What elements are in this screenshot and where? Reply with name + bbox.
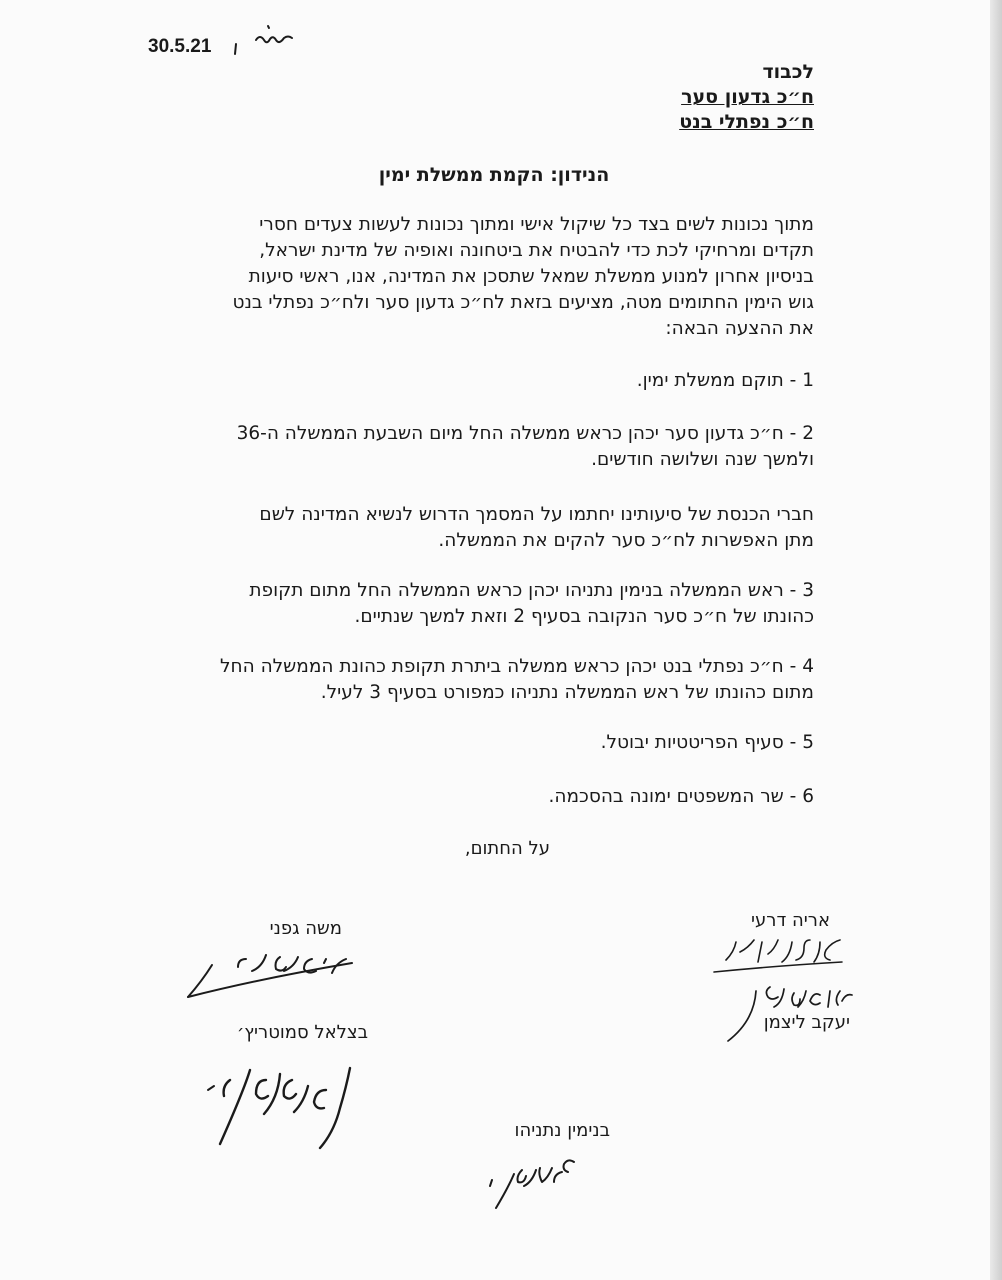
clause-3	[154, 578, 814, 630]
signatory-litzman: יעקב ליצמן	[763, 1012, 850, 1033]
subject-line	[0, 164, 990, 186]
clause-6	[154, 784, 814, 810]
closing-text: על החתום,	[464, 838, 550, 859]
clause-2-note	[154, 502, 814, 554]
addressee-to: לכבוד	[762, 61, 814, 83]
intro-line: בניסיון אחרון למנוע ממשלת שמאל שתסכן את המדינה, אנו, ראשי סיעות	[248, 266, 814, 287]
page-edge-shadow	[990, 0, 1002, 1280]
clause-line: מתן האפשרות לח״כ סער להקים את הממשלה.	[438, 530, 814, 551]
clause-line: חברי הכנסת של סיעותינו יחתמו על המסמך הדרוש לנשיא המדינה לשם	[259, 504, 814, 525]
signature-gafni	[182, 945, 362, 1005]
intro-line: את ההצעה הבאה:	[665, 318, 814, 339]
clause-2	[154, 421, 814, 473]
signatory-deri: אריה דרעי	[751, 910, 830, 931]
subject-text: הנידון: הקמת ממשלת ימין	[378, 164, 610, 186]
clause-line: 2 - ח״כ גדעון סער יכהן כראש ממשלה החל מיום השבעת הממשלה ה-36	[236, 423, 814, 444]
clause-line: מתום כהונתו של ראש הממשלה נתניהו כמפורט בסעיף 3 לעיל.	[320, 682, 814, 703]
letter-date: 30.5.21	[148, 36, 212, 57]
signatory-netanyahu: בנימין נתניהו	[514, 1120, 610, 1141]
clause-5	[154, 730, 814, 756]
signatory-gafni: משה גפני	[269, 918, 342, 939]
addressee-bennett: ח״כ נפתלי בנט	[679, 111, 814, 133]
clause-line: 6 - שר המשפטים ימונה בהסכמה.	[548, 786, 814, 807]
intro-line: תקדים ומרחיקי לכת כדי להבטיח את ביטחונה ואופיה של מדינת ישראל,	[259, 240, 814, 261]
addressee-sa-ar: ח״כ גדעון סער	[681, 86, 814, 108]
clause-line: 3 - ראש הממשלה בנימין נתניהו יכהן כראש הממשלה החל מתום תקופת	[249, 580, 814, 601]
signature-smotrich	[200, 1060, 360, 1155]
clause-line: כהונתו של ח״כ סער הנקובה בסעיף 2 וזאת למשך שנתיים.	[354, 606, 814, 627]
clause-line: ולמשך שנה ושלושה חודשים.	[591, 449, 814, 470]
intro-paragraph	[154, 212, 814, 342]
clause-line: 1 - תוקם ממשלת ימין.	[636, 370, 814, 391]
intro-line: גוש הימין החתומים מטה, מציעים בזאת לח״כ גדעון סער ולח״כ נפתלי בנט	[232, 292, 814, 313]
clause-line: 4 - ח״כ נפתלי בנט יכהן כראש ממשלה ביתרת תקופת כהונת הממשלה החל	[220, 656, 814, 677]
handwritten-date-mark	[228, 22, 308, 62]
signatory-smotrich: בצלאל סמוטריץ׳	[236, 1022, 368, 1043]
clause-line: 5 - סעיף הפריטטיות יבוטל.	[600, 732, 814, 753]
clause-1	[154, 368, 814, 394]
clause-4	[154, 654, 814, 706]
signature-netanyahu	[470, 1150, 580, 1220]
signature-deri	[700, 932, 850, 982]
intro-line: מתוך נכונות לשים בצד כל שיקול אישי ומתוך נכונות לעשות צעדים חסרי	[259, 214, 814, 235]
addressee-block	[679, 60, 814, 135]
